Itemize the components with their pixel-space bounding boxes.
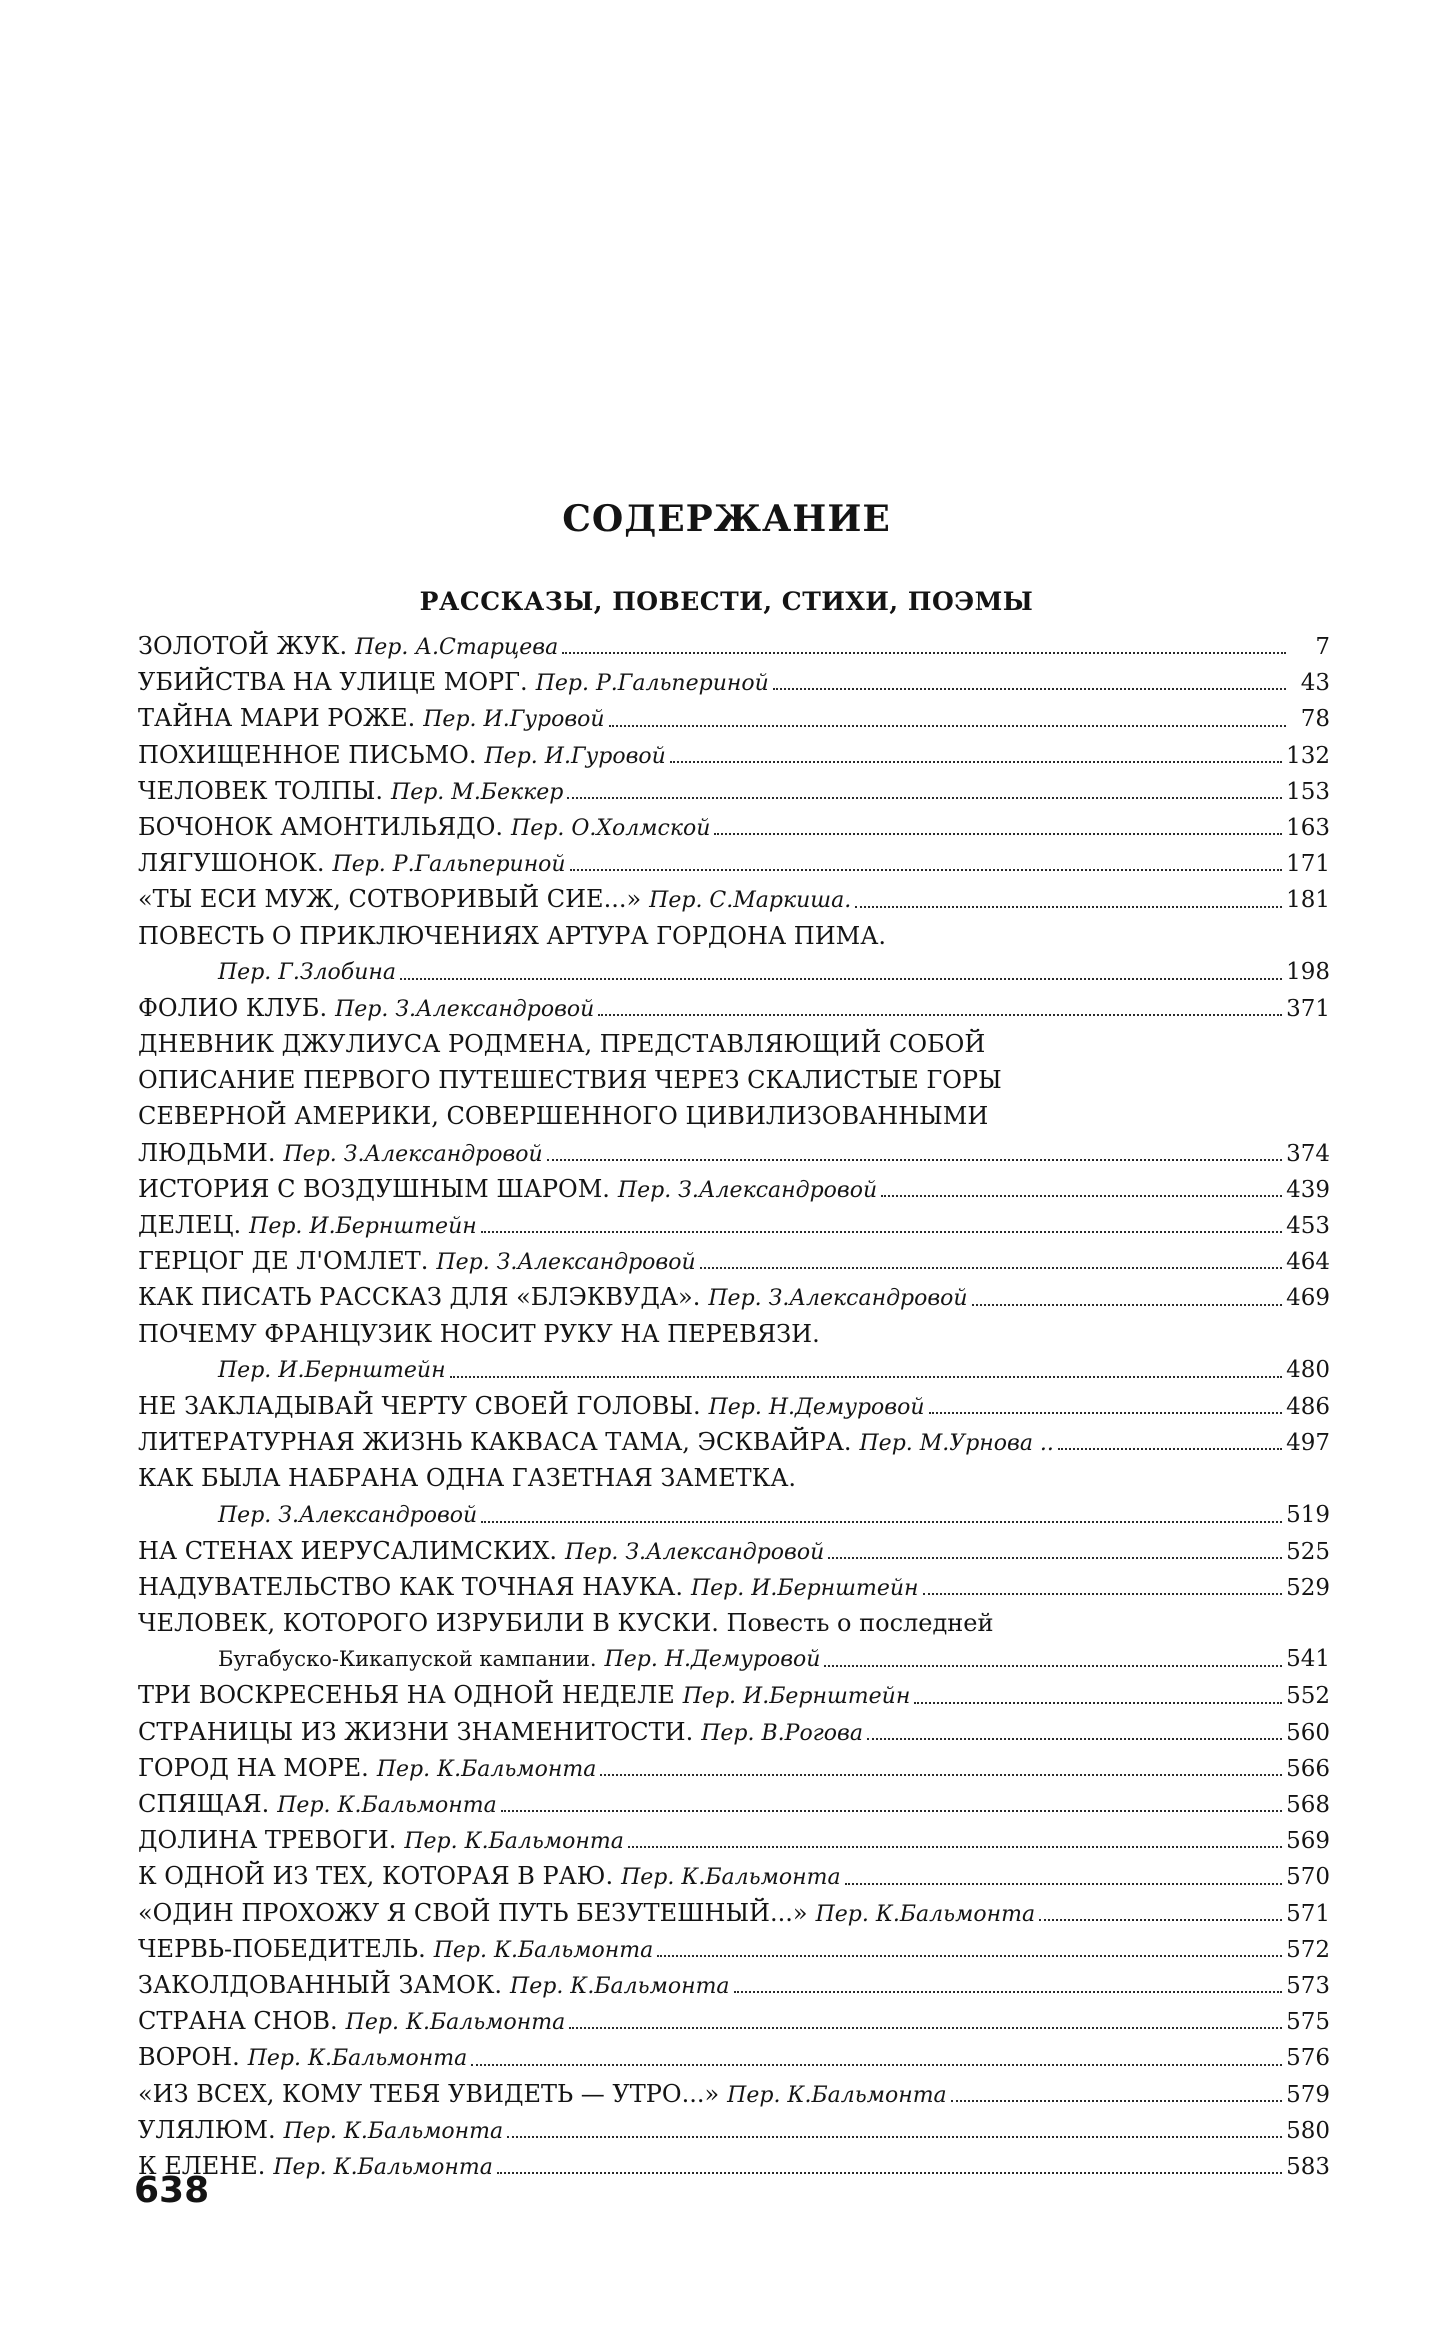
toc-entry bbox=[138, 1569, 1330, 1605]
toc-entry-page: 541 bbox=[1286, 1646, 1330, 1673]
toc-entry-page: 469 bbox=[1286, 1285, 1330, 1312]
toc-leader-dots bbox=[471, 2064, 1282, 2066]
toc-entry-title: ИСТОРИЯ С ВОЗДУШНЫМ ШАРОМ. bbox=[138, 1174, 610, 1203]
toc-entry-title: УБИЙСТВА НА УЛИЦЕ МОРГ. bbox=[138, 668, 528, 697]
toc-entry bbox=[138, 990, 1330, 1026]
table-of-contents bbox=[138, 628, 1330, 2184]
toc-leader-dots bbox=[914, 1702, 1282, 1704]
toc-entry-title: ДНЕВНИК ДЖУЛИУСА РОДМЕНА, ПРЕДСТАВЛЯЮЩИЙ СОБОЙ bbox=[138, 1030, 986, 1059]
toc-entry bbox=[138, 1316, 1330, 1352]
toc-entry-page: 580 bbox=[1286, 2117, 1330, 2144]
toc-entry-page: 552 bbox=[1286, 1683, 1330, 1710]
toc-entry bbox=[138, 1858, 1330, 1894]
toc-entry-title: ПОЧЕМУ ФРАНЦУЗИК НОСИТ РУКУ НА ПЕРЕВЯЗИ. bbox=[138, 1319, 820, 1348]
toc-entry bbox=[138, 1786, 1330, 1822]
toc-leader-dots bbox=[501, 1810, 1282, 1812]
toc-leader-dots bbox=[670, 761, 1282, 763]
toc-entry bbox=[138, 1171, 1330, 1207]
toc-entry bbox=[138, 1243, 1330, 1279]
toc-entry-page: 78 bbox=[1300, 706, 1330, 733]
toc-entry-title: СТРАНИЦЫ ИЗ ЖИЗНИ ЗНАМЕНИТОСТИ. bbox=[138, 1717, 694, 1746]
toc-entry-page: 480 bbox=[1286, 1356, 1330, 1383]
toc-entry bbox=[138, 1533, 1330, 1569]
toc-entry-translator: Пер. Р.Гальпериной bbox=[535, 671, 769, 697]
toc-entry-page: 569 bbox=[1286, 1828, 1330, 1855]
toc-leader-dots bbox=[855, 906, 1282, 908]
toc-leader-dots bbox=[609, 725, 1286, 727]
toc-leader-dots bbox=[547, 1159, 1282, 1161]
toc-entry-page: 453 bbox=[1286, 1213, 1330, 1239]
toc-entry-title: ДЕЛЕЦ. bbox=[138, 1211, 242, 1239]
toc-entry-translator: Пер. З.Александровой bbox=[617, 1177, 878, 1203]
toc-entry-translator: Пер. К.Бальмонта bbox=[815, 1901, 1036, 1927]
toc-entry-title: ГЕРЦОГ ДЕ Л'ОМЛЕТ. bbox=[138, 1247, 429, 1276]
toc-entry bbox=[138, 954, 1330, 990]
toc-entry-page: 579 bbox=[1286, 2081, 1330, 2108]
toc-entry-title: ЧЕРВЬ-ПОБЕДИТЕЛЬ. bbox=[138, 1934, 426, 1963]
toc-entry bbox=[138, 918, 1330, 954]
toc-entry-translator: Пер. К.Бальмонта bbox=[277, 1793, 497, 1818]
toc-entry-page: 439 bbox=[1286, 1176, 1330, 1203]
toc-leader-dots bbox=[828, 1557, 1282, 1559]
toc-entry-translator: Пер. Р.Гальпериной bbox=[332, 852, 566, 878]
toc-entry-title: НА СТЕНАХ ИЕРУСАЛИМСКИХ. bbox=[138, 1536, 558, 1565]
toc-entry-page: 519 bbox=[1286, 1501, 1330, 1528]
toc-entry-page: 497 bbox=[1286, 1430, 1330, 1457]
toc-entry-translator: Пер. З.Александровой bbox=[708, 1286, 968, 1312]
toc-leader-dots bbox=[951, 2100, 1282, 2102]
toc-entry-title: К ОДНОЙ ИЗ ТЕХ, КОТОРАЯ В РАЮ. bbox=[138, 1862, 614, 1891]
toc-entry-title: ЧЕЛОВЕК, КОТОРОГО ИЗРУБИЛИ В КУСКИ. Повесть о последней bbox=[138, 1609, 994, 1638]
toc-leader-dots bbox=[734, 1991, 1283, 1993]
toc-entry-page: 576 bbox=[1286, 2045, 1330, 2072]
toc-entry-title: ФОЛИО КЛУБ. bbox=[138, 993, 328, 1022]
toc-leader-dots bbox=[845, 1883, 1282, 1885]
toc-entry-translator: Пер. З.Александровой bbox=[283, 1141, 543, 1167]
toc-entry bbox=[138, 1207, 1330, 1243]
toc-entry-title: СПЯЩАЯ. bbox=[138, 1790, 270, 1818]
toc-leader-dots bbox=[567, 797, 1282, 799]
toc-entry bbox=[138, 845, 1330, 881]
toc-entry bbox=[138, 1822, 1330, 1858]
toc-entry-translator: Пер. К.Бальмонта bbox=[404, 1829, 624, 1855]
toc-entry bbox=[138, 1424, 1330, 1460]
toc-leader-dots bbox=[562, 652, 1286, 654]
toc-entry-title: ЛЯГУШОНОК. bbox=[138, 849, 325, 878]
toc-entry-translator: Пер. О.Холмской bbox=[511, 815, 711, 841]
toc-entry bbox=[138, 700, 1330, 736]
toc-entry-page: 525 bbox=[1286, 1538, 1330, 1565]
toc-entry bbox=[138, 2148, 1330, 2184]
toc-entry bbox=[138, 1497, 1330, 1533]
toc-entry-page: 573 bbox=[1286, 1972, 1330, 1999]
toc-entry-title: ПОВЕСТЬ О ПРИКЛЮЧЕНИЯХ АРТУРА ГОРДОНА ПИМА. bbox=[138, 921, 887, 950]
toc-entry bbox=[138, 809, 1330, 845]
toc-entry-title: ПОХИЩЕННОЕ ПИСЬМО. bbox=[138, 740, 477, 769]
toc-entry bbox=[138, 1750, 1330, 1786]
toc-entry bbox=[138, 773, 1330, 809]
toc-leader-dots bbox=[1058, 1448, 1282, 1450]
toc-entry-title: ДОЛИНА ТРЕВОГИ. bbox=[138, 1826, 397, 1855]
toc-entry-translator: Пер. К.Бальмонта bbox=[273, 2154, 493, 2180]
toc-entry-translator: Пер. К.Бальмонта bbox=[345, 2010, 566, 2036]
toc-leader-dots bbox=[497, 2172, 1282, 2174]
toc-entry-translator: Пер. И.Бернштейн bbox=[690, 1575, 919, 1601]
section-title: РАССКАЗЫ, ПОВЕСТИ, СТИХИ, ПОЭМЫ bbox=[419, 587, 1034, 616]
toc-entry-translator: Пер. И.Бернштейн bbox=[249, 1214, 477, 1239]
toc-leader-dots bbox=[569, 2027, 1282, 2029]
toc-entry-page: 163 bbox=[1286, 814, 1330, 841]
toc-entry bbox=[138, 1135, 1330, 1171]
toc-entry-title: СТРАНА СНОВ. bbox=[138, 2007, 338, 2036]
toc-entry bbox=[138, 1714, 1330, 1750]
toc-entry-translator: Пер. М.Урнова .. bbox=[859, 1431, 1054, 1457]
toc-leader-dots bbox=[598, 1014, 1282, 1016]
toc-entry-title: ВОРОН. bbox=[138, 2043, 240, 2072]
toc-leader-dots bbox=[400, 978, 1282, 980]
toc-entry bbox=[138, 1098, 1330, 1134]
toc-entry-translator: Пер. К.Бальмонта bbox=[727, 2082, 947, 2108]
toc-leader-dots bbox=[1039, 1919, 1282, 1921]
toc-entry bbox=[138, 881, 1330, 917]
toc-entry-title: ТРИ ВОСКРЕСЕНЬЯ НА ОДНОЙ НЕДЕЛЕ bbox=[138, 1681, 675, 1710]
toc-entry-translator: Пер. В.Рогова bbox=[701, 1720, 863, 1746]
toc-entry-translator: Пер. А.Старцева bbox=[355, 635, 559, 660]
toc-entry bbox=[138, 1895, 1330, 1931]
toc-entry-page: 153 bbox=[1286, 778, 1330, 805]
toc-entry-title: «ОДИН ПРОХОЖУ Я СВОЙ ПУТЬ БЕЗУТЕШНЫЙ...» bbox=[138, 1898, 808, 1927]
toc-entry bbox=[138, 2112, 1330, 2148]
toc-entry bbox=[138, 1605, 1330, 1641]
toc-entry-translator: Пер. И.Бернштейн bbox=[218, 1357, 446, 1383]
toc-leader-dots bbox=[714, 833, 1282, 835]
toc-entry-page: 571 bbox=[1286, 1900, 1330, 1927]
toc-leader-dots bbox=[628, 1846, 1282, 1848]
toc-entry-title: БОЧОНОК АМОНТИЛЬЯДО. bbox=[138, 812, 504, 841]
toc-entry bbox=[138, 1641, 1330, 1677]
toc-leader-dots bbox=[881, 1195, 1282, 1197]
toc-entry-translator: Пер. К.Бальмонта bbox=[376, 1756, 597, 1782]
toc-entry-page: 171 bbox=[1286, 851, 1330, 878]
toc-entry-page: 43 bbox=[1300, 670, 1330, 697]
toc-leader-dots bbox=[657, 1955, 1282, 1957]
toc-entry-title: Бугабуско-Кикапуской кампании. bbox=[218, 1647, 597, 1672]
toc-entry-page: 560 bbox=[1286, 1719, 1330, 1746]
toc-entry-title: ОПИСАНИЕ ПЕРВОГО ПУТЕШЕСТВИЯ ЧЕРЕЗ СКАЛИСТЫЕ ГОРЫ bbox=[138, 1066, 1002, 1095]
toc-entry-translator: Пер. К.Бальмонта bbox=[510, 1973, 730, 1999]
toc-entry-translator: Пер. И.Гуровой bbox=[423, 707, 605, 733]
toc-entry bbox=[138, 1677, 1330, 1713]
toc-entry-page: 464 bbox=[1286, 1249, 1330, 1276]
page-title: СОДЕРЖАНИЕ bbox=[562, 498, 891, 540]
toc-entry-translator: Пер. К.Бальмонта bbox=[283, 2118, 504, 2144]
toc-entry-title: ТАЙНА МАРИ РОЖЕ. bbox=[138, 704, 416, 733]
toc-entry-title: ЧЕЛОВЕК ТОЛПЫ. bbox=[138, 776, 384, 805]
toc-entry-title: «ИЗ ВСЕХ, КОМУ ТЕБЯ УВИДЕТЬ — УТРО...» bbox=[138, 2079, 720, 2108]
toc-leader-dots bbox=[450, 1376, 1282, 1378]
toc-entry bbox=[138, 1279, 1330, 1315]
toc-leader-dots bbox=[824, 1665, 1282, 1667]
toc-leader-dots bbox=[700, 1267, 1282, 1269]
toc-leader-dots bbox=[923, 1593, 1283, 1595]
toc-leader-dots bbox=[929, 1412, 1283, 1414]
toc-entry-page: 132 bbox=[1286, 742, 1330, 769]
toc-entry-page: 374 bbox=[1286, 1140, 1330, 1167]
toc-entry-translator: Пер. З.Александровой bbox=[436, 1250, 696, 1276]
toc-entry-title: УЛЯЛЮМ. bbox=[138, 2115, 276, 2144]
toc-entry-title: «ТЫ ЕСИ МУЖ, СОТВОРИВЫЙ СИЕ...» bbox=[138, 885, 642, 914]
toc-entry-page: 7 bbox=[1315, 634, 1330, 660]
toc-entry-title: ЛИТЕРАТУРНАЯ ЖИЗНЬ КАКВАСА ТАМА, ЭСКВАЙРА. bbox=[138, 1428, 852, 1457]
toc-entry-translator: Пер. З.Александровой bbox=[335, 996, 595, 1022]
toc-entry-title: К ЕЛЕНЕ. bbox=[138, 2151, 266, 2180]
toc-entry bbox=[138, 2003, 1330, 2039]
toc-entry-title: НЕ ЗАКЛАДЫВАЙ ЧЕРТУ СВОЕЙ ГОЛОВЫ. bbox=[138, 1391, 701, 1420]
toc-entry-page: 568 bbox=[1286, 1792, 1330, 1818]
toc-leader-dots bbox=[972, 1304, 1283, 1306]
toc-entry-page: 575 bbox=[1286, 2009, 1330, 2036]
toc-entry-page: 566 bbox=[1286, 1755, 1330, 1782]
toc-entry-translator: Пер. З.Александровой bbox=[565, 1539, 825, 1565]
toc-entry-page: 583 bbox=[1286, 2153, 1330, 2180]
toc-leader-dots bbox=[507, 2136, 1282, 2138]
toc-leader-dots bbox=[570, 869, 1282, 871]
toc-entry-title: СЕВЕРНОЙ АМЕРИКИ, СОВЕРШЕННОГО ЦИВИЛИЗОВАННЫМИ bbox=[138, 1102, 989, 1131]
toc-entry-translator: Пер. И.Бернштейн bbox=[682, 1684, 911, 1710]
toc-entry bbox=[138, 1460, 1330, 1496]
toc-entry bbox=[138, 1062, 1330, 1098]
toc-leader-dots bbox=[867, 1738, 1282, 1740]
toc-entry-translator: Пер. Н.Демуровой bbox=[604, 1647, 821, 1673]
toc-entry-title: ЗАКОЛДОВАННЫЙ ЗАМОК. bbox=[138, 1970, 503, 1999]
toc-entry-page: 572 bbox=[1286, 1936, 1330, 1963]
toc-entry-title: НАДУВАТЕЛЬСТВО КАК ТОЧНАЯ НАУКА. bbox=[138, 1572, 683, 1601]
toc-entry-title: КАК ПИСАТЬ РАССКАЗ ДЛЯ «БЛЭКВУДА». bbox=[138, 1283, 701, 1312]
toc-entry-translator: Пер. З.Александровой bbox=[218, 1502, 478, 1528]
toc-entry bbox=[138, 1388, 1330, 1424]
toc-entry-page: 529 bbox=[1286, 1574, 1330, 1601]
toc-leader-dots bbox=[481, 1231, 1282, 1233]
toc-entry bbox=[138, 1967, 1330, 2003]
toc-entry-page: 181 bbox=[1286, 887, 1330, 914]
toc-entry bbox=[138, 664, 1330, 700]
toc-entry bbox=[138, 628, 1330, 664]
toc-entry bbox=[138, 1352, 1330, 1388]
toc-entry-title: ЛЮДЬМИ. bbox=[138, 1138, 276, 1167]
toc-leader-dots bbox=[773, 688, 1286, 690]
toc-entry bbox=[138, 2076, 1330, 2112]
toc-entry-title: ГОРОД НА МОРЕ. bbox=[138, 1753, 369, 1782]
toc-entry-translator: Пер. К.Бальмонта bbox=[433, 1937, 654, 1963]
toc-entry-translator: Пер. К.Бальмонта bbox=[247, 2046, 468, 2072]
toc-entry bbox=[138, 1931, 1330, 1967]
toc-entry bbox=[138, 2039, 1330, 2075]
toc-entry-translator: Пер. Н.Демуровой bbox=[708, 1394, 925, 1420]
toc-entry-page: 371 bbox=[1286, 995, 1330, 1022]
toc-leader-dots bbox=[481, 1521, 1282, 1523]
toc-entry-translator: Пер. И.Гуровой bbox=[484, 743, 666, 769]
toc-entry bbox=[138, 1026, 1330, 1062]
toc-entry-page: 198 bbox=[1286, 958, 1330, 985]
toc-entry-title: ЗОЛОТОЙ ЖУК. bbox=[138, 632, 348, 660]
page-number: 638 bbox=[134, 2170, 210, 2211]
toc-entry-translator: Пер. М.Беккер bbox=[391, 779, 564, 805]
toc-entry-translator: Пер. К.Бальмонта bbox=[621, 1865, 841, 1891]
toc-entry-title: КАК БЫЛА НАБРАНА ОДНА ГАЗЕТНАЯ ЗАМЕТКА. bbox=[138, 1464, 797, 1493]
toc-leader-dots bbox=[600, 1774, 1282, 1776]
toc-entry-translator: Пер. Г.Злобина bbox=[218, 959, 396, 985]
toc-entry bbox=[138, 737, 1330, 773]
toc-entry-translator: Пер. С.Маркиша. bbox=[649, 888, 852, 914]
toc-entry-page: 570 bbox=[1286, 1864, 1330, 1891]
toc-entry-page: 486 bbox=[1286, 1393, 1330, 1420]
